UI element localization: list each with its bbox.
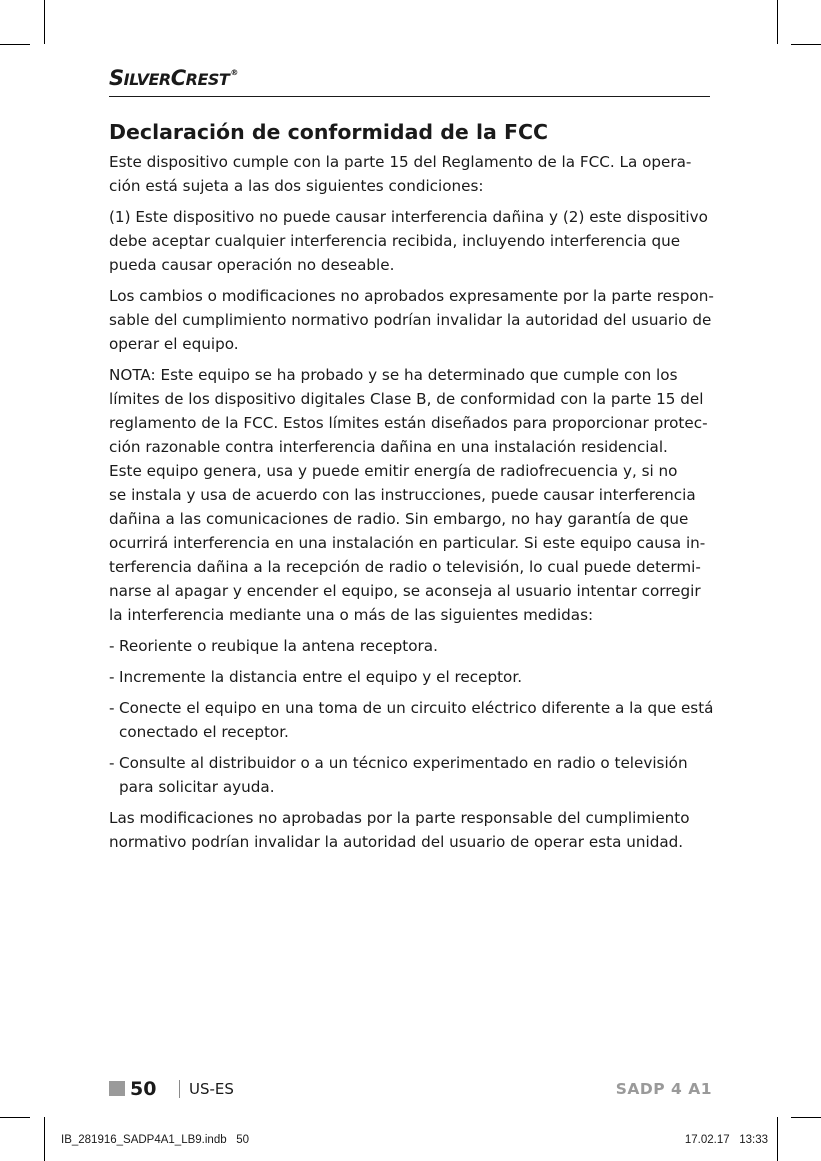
text-line: dañina a las comunicaciones de radio. Sin embargo, no hay garantía de que [109, 510, 689, 528]
list-item [109, 665, 712, 689]
text-line: ción está sujeta a las dos siguientes condiciones: [109, 177, 484, 195]
model-number: SADP 4 A1 [615, 1080, 712, 1098]
text-line: Incremente la distancia entre el equipo y el receptor. [119, 668, 523, 686]
crop-mark-bottom-left-horizontal [0, 1117, 30, 1118]
text-line: pueda causar operación no deseable. [109, 256, 395, 274]
paragraph-closing [109, 806, 712, 854]
header-rule [109, 96, 710, 97]
text-line: debe aceptar cualquier interferencia recibida, incluyendo interferencia que [109, 232, 681, 250]
page-marker-square [109, 1081, 125, 1096]
list-item [109, 751, 712, 799]
text-line: operar el equipo. [109, 335, 239, 353]
list-item [109, 634, 712, 658]
logo-letters-rest: REST [185, 70, 230, 89]
text-line: NOTA: Este equipo se ha probado y se ha determinado que cumple con los [109, 366, 678, 384]
bullet-dash: - [109, 637, 115, 655]
text-line: la interferencia mediante una o más de las siguientes medidas: [109, 606, 594, 624]
language-code: US-ES [189, 1080, 234, 1098]
bullet-dash: - [109, 699, 115, 717]
text-line: Las modificaciones no aprobadas por la parte responsable del cumplimiento [109, 809, 690, 827]
text-line: límites de los dispositivo digitales Clase B, de conformidad con la parte 15 del [109, 390, 704, 408]
paragraph-note [109, 363, 712, 627]
crop-mark-top-left-horizontal [0, 44, 30, 45]
bullet-dash: - [109, 668, 115, 686]
crop-mark-top-left-vertical [44, 0, 45, 44]
text-line: ción razonable contra interferencia dañina en una instalación residencial. [109, 438, 668, 456]
crop-mark-top-right-vertical [777, 0, 778, 44]
text-line: Los cambios o modificaciones no aprobados expresamente por la parte respon- [109, 287, 714, 305]
text-line: ocurrirá interferencia en una instalación en particular. Si este equipo causa in- [109, 534, 706, 552]
logo-letter-s: S [109, 66, 124, 90]
text-line: (1) Este dispositivo no puede causar interferencia dañina y (2) este dispositivo [109, 208, 708, 226]
text-line: conectado el receptor. [119, 723, 289, 741]
print-slug-datetime: 17.02.17 13:33 [684, 1134, 768, 1146]
text-line: Consulte al distribuidor o a un técnico experimentado en radio o televisión [119, 754, 688, 772]
crop-mark-top-right-horizontal [791, 44, 821, 45]
page-heading: Declaración de conformidad de la FCC [109, 120, 549, 144]
text-line: sable del cumplimiento normativo podrían invalidar la autoridad del usuario de [109, 311, 712, 329]
crop-mark-bottom-right-horizontal [791, 1117, 821, 1118]
text-line: normativo podrían invalidar la autoridad del usuario de operar esta unidad. [109, 833, 684, 851]
text-line: narse al apagar y encender el equipo, se aconseja al usuario intentar corregir [109, 582, 701, 600]
logo-letters-ilver: ILVER [123, 70, 171, 89]
paragraph-compliance [109, 150, 712, 198]
registered-mark: ® [230, 68, 238, 77]
main-content [109, 118, 712, 861]
text-line: Este dispositivo cumple con la parte 15 del Reglamento de la FCC. La opera- [109, 153, 692, 171]
measures-list [109, 634, 712, 799]
page-number: 50 [130, 1078, 157, 1100]
text-line: se instala y usa de acuerdo con las instrucciones, puede causar interferencia [109, 486, 696, 504]
paragraph-modifications [109, 284, 712, 356]
text-line: Reoriente o reubique la antena receptora. [119, 637, 438, 655]
crop-mark-bottom-left-vertical [44, 1117, 45, 1161]
crop-mark-bottom-right-vertical [777, 1117, 778, 1161]
text-line: para solicitar ayuda. [119, 778, 275, 796]
page-footer [109, 1077, 712, 1101]
bullet-dash: - [109, 754, 115, 772]
brand-logo [109, 66, 238, 90]
paragraph-conditions [109, 205, 712, 277]
text-line: reglamento de la FCC. Estos límites están diseñados para proporcionar protec- [109, 414, 708, 432]
footer-divider [179, 1080, 180, 1098]
print-slug-file: IB_281916_SADP4A1_LB9.indb 50 [61, 1134, 249, 1146]
text-line: terferencia dañina a la recepción de radio o televisión, lo cual puede determi- [109, 558, 701, 576]
text-line: Este equipo genera, usa y puede emitir energía de radiofrecuencia y, si no [109, 462, 678, 480]
logo-letter-c: C [170, 66, 186, 90]
list-item [109, 696, 712, 744]
text-line: Conecte el equipo en una toma de un circuito eléctrico diferente a la que está [119, 699, 714, 717]
